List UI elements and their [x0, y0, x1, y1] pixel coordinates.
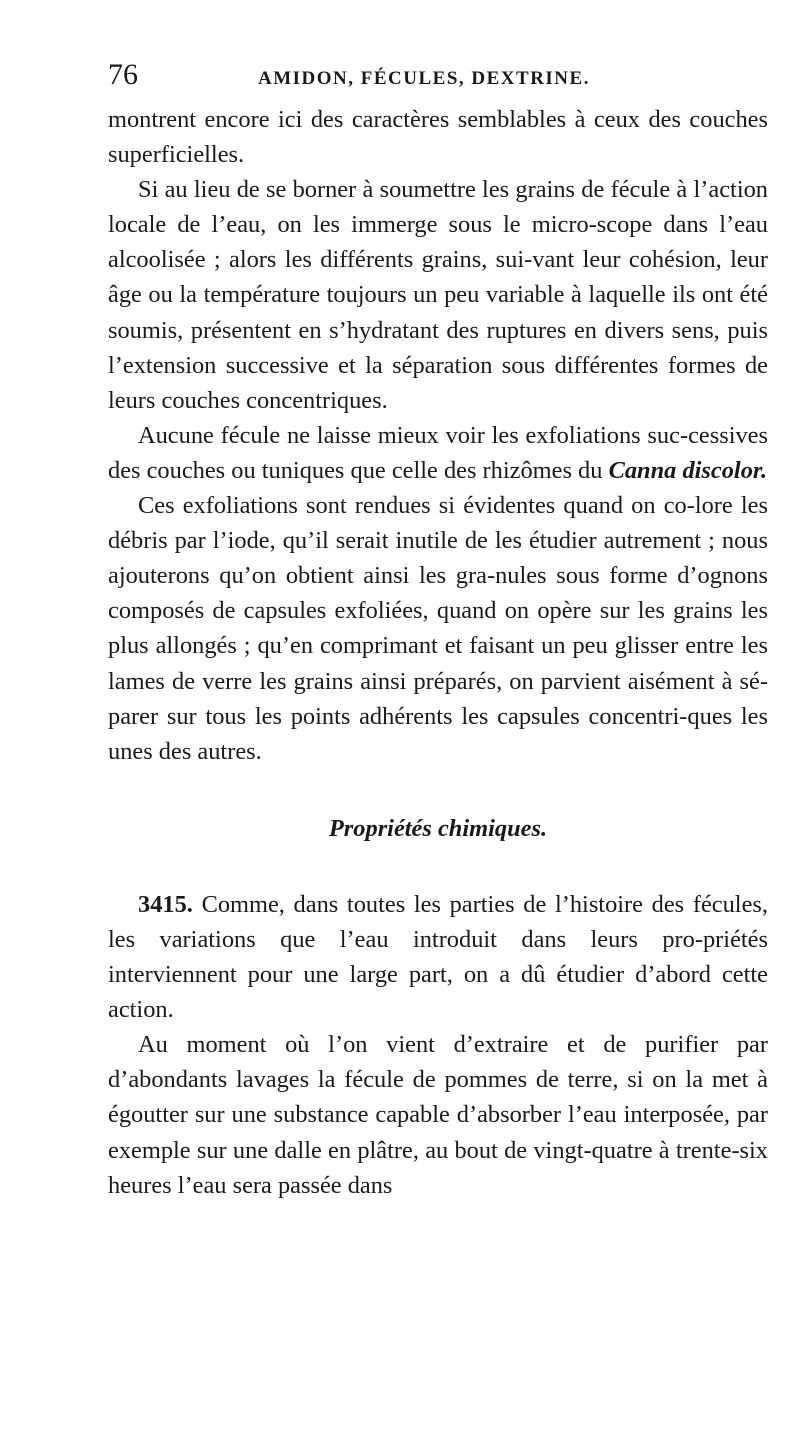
body-text — [108, 102, 768, 1203]
paragraph-6: Au moment où l’on vient d’extraire et de purifier par d’abondants lavages la fécule de pommes de terre, si on la met à égoutter sur une substance capable d’absorber l’eau interposée, par exemple sur une dalle en plâtre, au bout de vingt-quatre à trente-six heures l’eau sera passée dans — [108, 1031, 768, 1199]
paragraph-5 — [108, 887, 768, 1027]
page-number: 76 — [108, 58, 138, 91]
section-title: Propriétés chimiques. — [328, 814, 548, 842]
paragraph-4: Ces exfoliations sont rendues si évidentes quand on co-lore les débris par l’iode, qu’il serait inutile de les étudier autrement ; nous ajouterons qu’on obtient ainsi les gra-nules sous forme d’ognons composés de capsules exfoliées, quand on opère sur les grains les plus allongés ; qu’en comprimant et faisant un peu glisser entre les lames de verre les grains ainsi préparés, on parvient aisément à sé-parer sur tous les points adhérents les capsules concentri-ques les unes des autres. — [108, 492, 768, 765]
running-head: AMIDON, FÉCULES, DEXTRINE. — [258, 68, 590, 89]
paragraph-2: Si au lieu de se borner à soumettre les grains de fécule à l’action locale de l’eau, on les immerge sous le micro-scope dans l’eau alcoolisée ; alors les différents grains, sui-vant leur cohésion, leur âge ou la température toujours un peu variable à laquelle ils ont été soumis, présentent en s’hydratant des ruptures en divers sens, puis l’extension successive et la séparation sous différentes formes de leurs couches concentriques. — [108, 176, 768, 414]
page-header — [108, 58, 768, 102]
paragraph-1: montrent encore ici des caractères semblables à ceux des couches superficielles. — [108, 106, 768, 169]
paragraph-3-text: Aucune fécule ne laisse mieux voir les exfoliations suc-cessives des couches ou tuniques que celle des rhizômes du — [108, 421, 768, 484]
species-name: Canna discolor. — [608, 456, 768, 484]
book-page — [108, 58, 768, 1203]
paragraph-number: 3415. — [138, 890, 193, 918]
paragraph-5-text: Comme, dans toutes les parties de l’histoire des fécules, les variations que l’eau introduit dans leurs pro-priétés interviennent pour une large part, on a dû étudier d’abord cette action. — [108, 890, 768, 1024]
paragraph-3 — [108, 418, 768, 488]
